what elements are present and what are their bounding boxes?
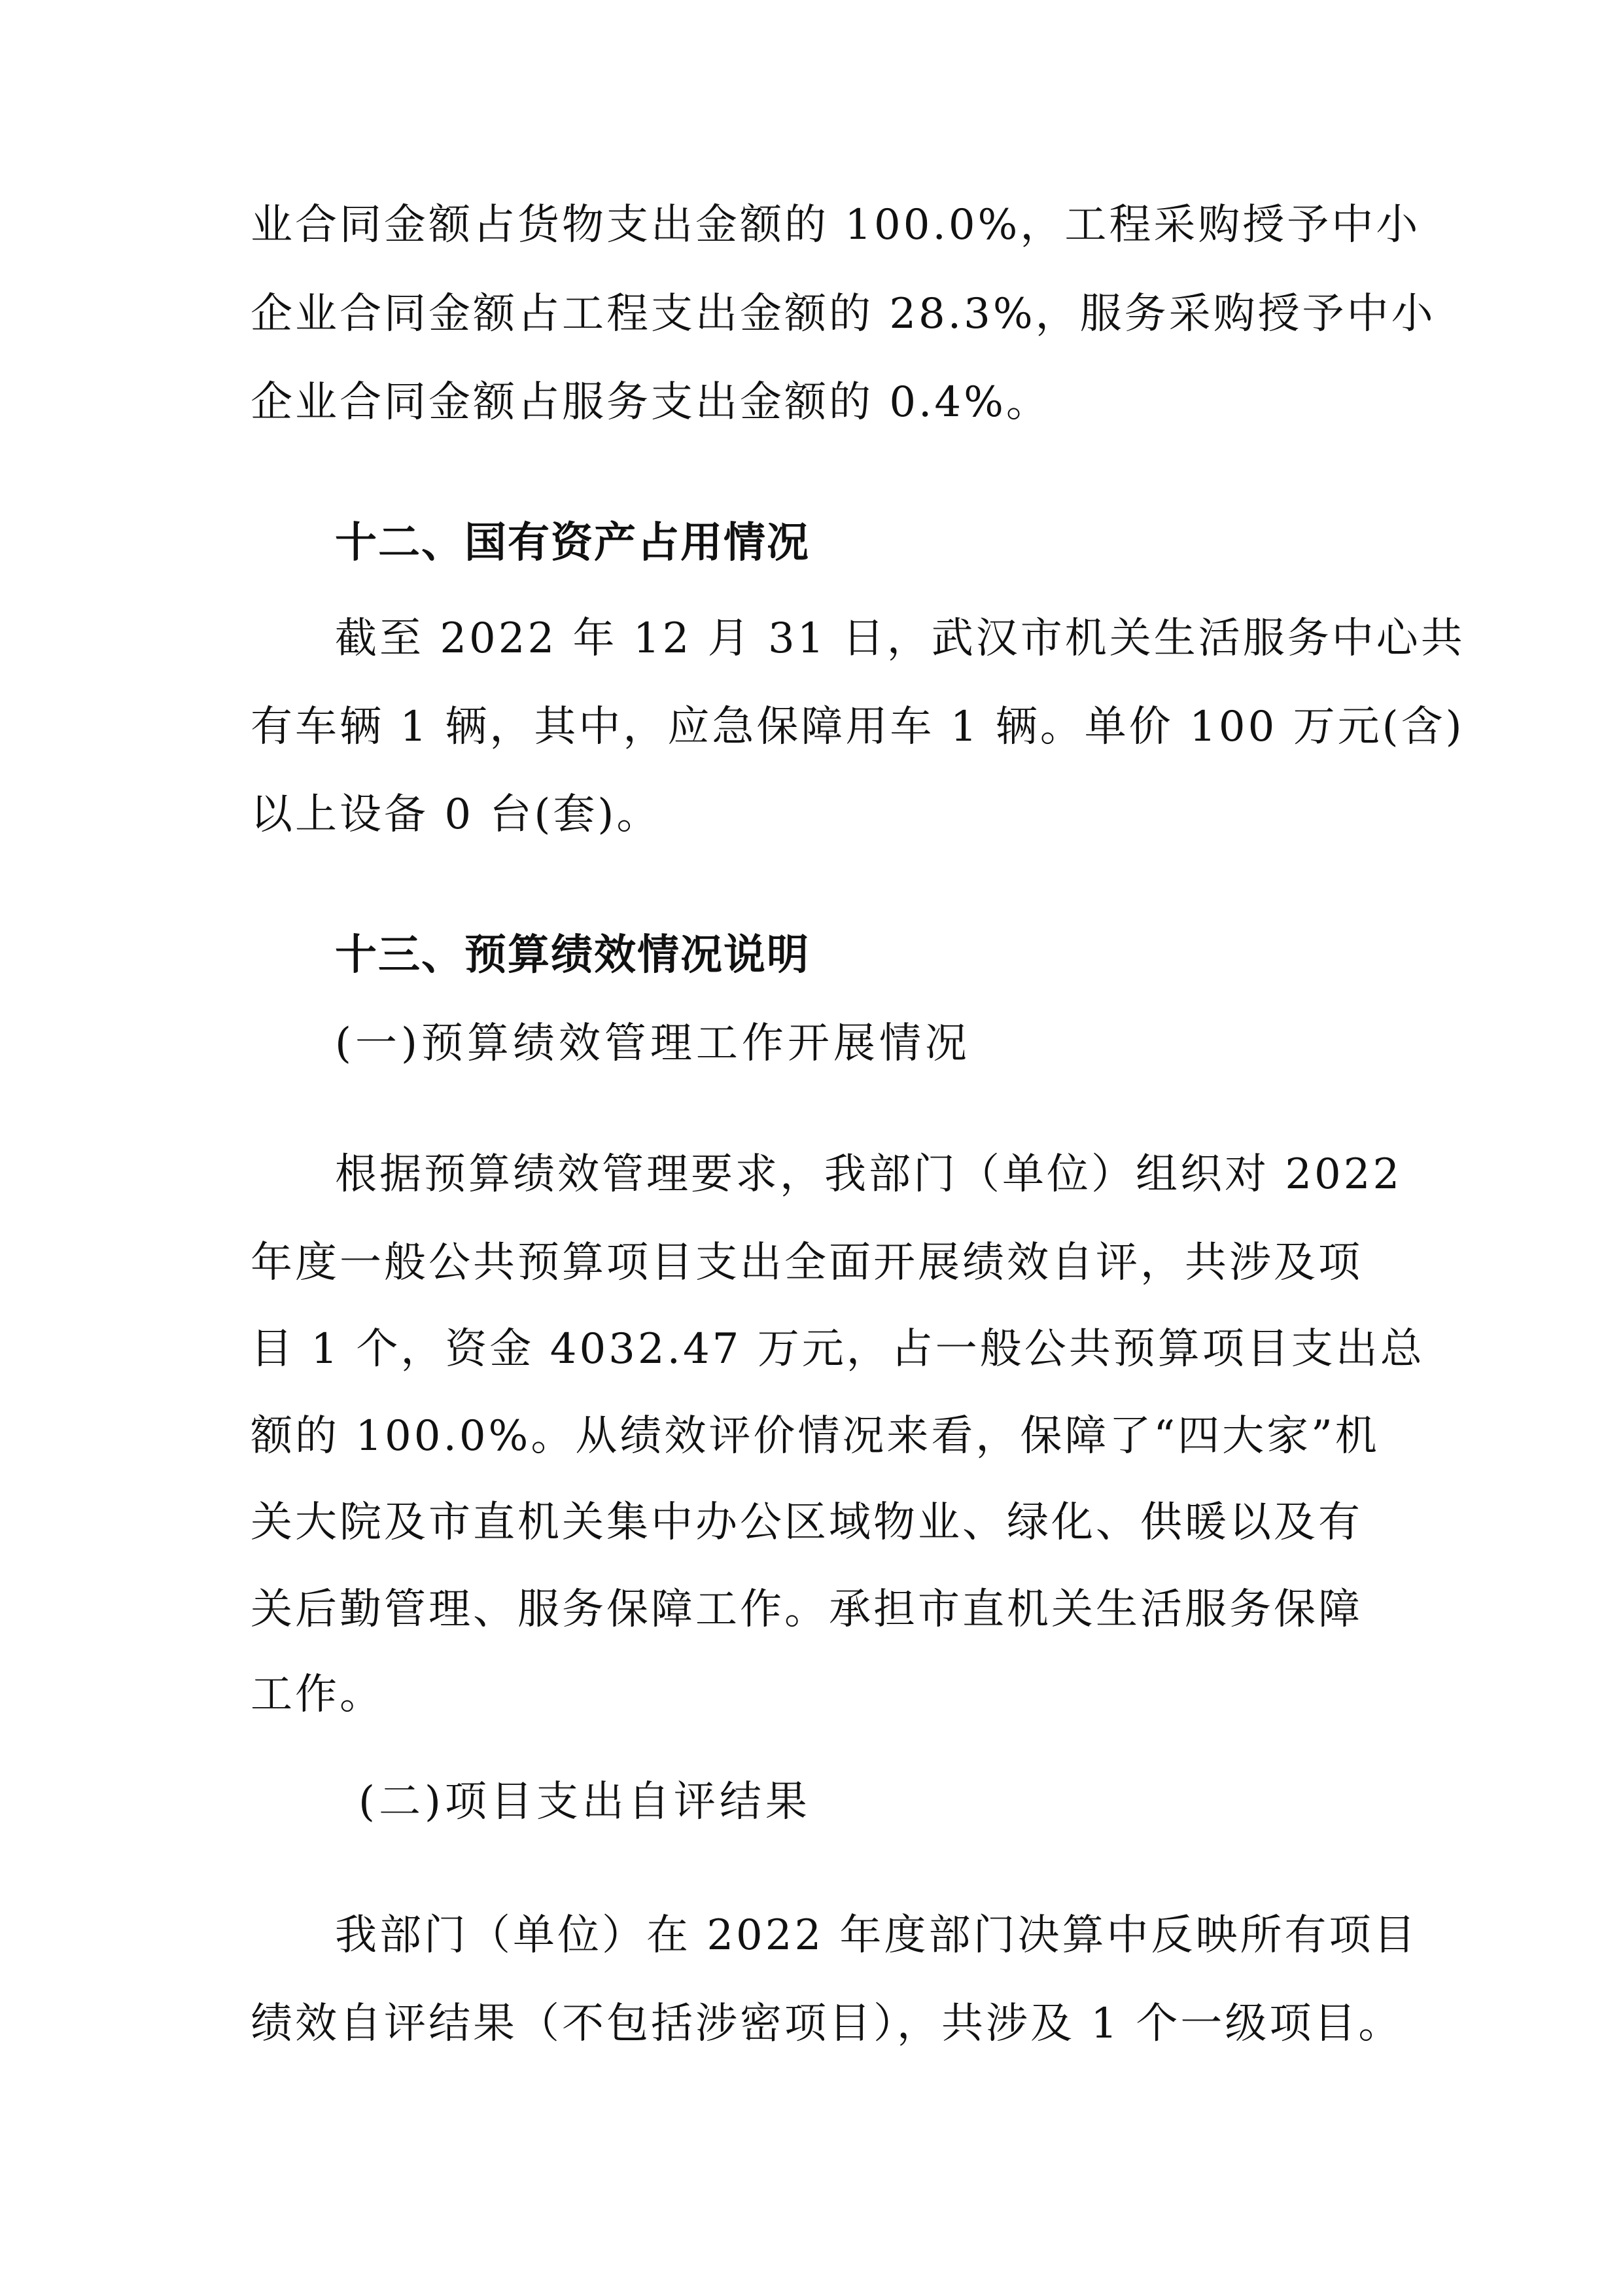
- text-line: 以上设备 0 台(套)。: [251, 790, 661, 839]
- text-line: 有车辆 1 辆，其中，应急保障用车 1 辆。单价 100 万元(含): [251, 703, 1465, 751]
- text-line: 绩效自评结果（不包括涉密项目），共涉及 1 个一级项目。: [251, 2000, 1403, 2048]
- text-line: 关大院及市直机关集中办公区域物业、绿化、供暖以及有: [251, 1498, 1363, 1547]
- text-line: 工作。: [251, 1670, 384, 1719]
- text-line: 根据预算绩效管理要求，我部门（单位）组织对 2022: [335, 1150, 1403, 1199]
- text-line: 业合同金额占货物支出金额的 100.0%，工程采购授予中小: [251, 201, 1421, 249]
- text-line: 截至 2022 年 12 月 31 日，武汉市机关生活服务中心共: [335, 614, 1465, 663]
- text-line: 企业合同金额占工程支出金额的 28.3%，服务采购授予中小: [251, 290, 1436, 338]
- section-heading: 十三、预算绩效情况说明: [335, 931, 810, 980]
- text-line: 年度一般公共预算项目支出全面开展绩效自评，共涉及项: [251, 1239, 1363, 1287]
- section-heading: 十二、国有资产占用情况: [335, 519, 810, 567]
- text-line: 目 1 个，资金 4032.47 万元，占一般公共预算项目支出总: [251, 1325, 1425, 1373]
- subsection-heading: (一)预算绩效管理工作开展情况: [335, 1019, 971, 1068]
- text-line: 额的 100.0%。从绩效评价情况来看，保障了“四大家”机: [251, 1412, 1380, 1460]
- text-line: 关后勤管理、服务保障工作。承担市直机关生活服务保障: [251, 1585, 1363, 1634]
- text-line: 我部门（单位）在 2022 年度部门决算中反映所有项目: [335, 1911, 1418, 1960]
- subsection-heading: (二)项目支出自评结果: [358, 1778, 811, 1826]
- text-line: 企业合同金额占服务支出金额的 0.4%。: [251, 378, 1051, 427]
